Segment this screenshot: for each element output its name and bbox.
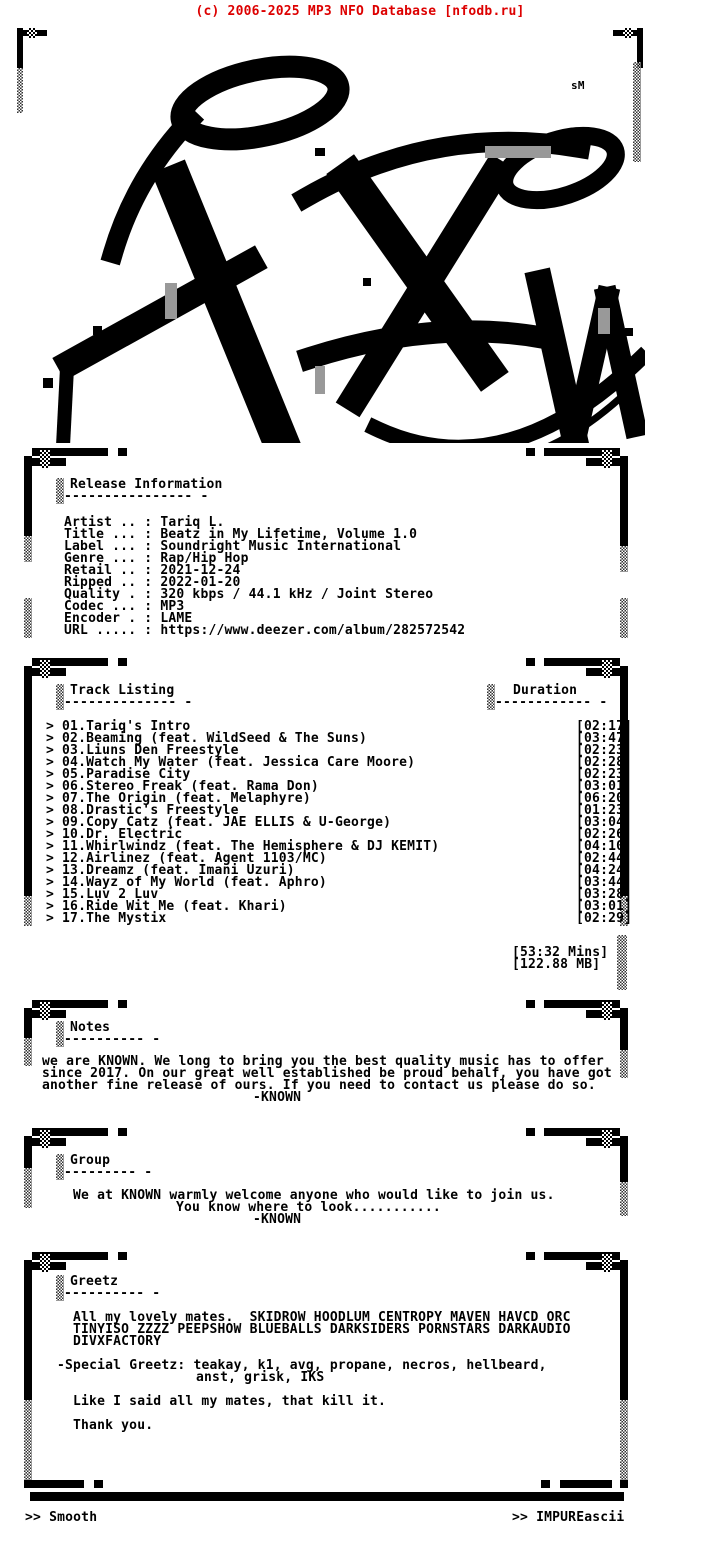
box-corner-square: [526, 448, 535, 456]
greetz-closing-line: Like I said all my mates, that kill it.: [73, 1394, 387, 1409]
box-left-border: [24, 1260, 32, 1400]
release-line-ripped: Ripped .. : 2022-01-20: [64, 575, 241, 590]
track-marker: >: [46, 743, 55, 758]
group-line: You know where to look...........: [176, 1200, 441, 1215]
track-marker: >: [46, 731, 55, 746]
box-corner-square: [526, 1252, 535, 1260]
logo-sm-tag: sM: [571, 79, 585, 92]
box-left-border-fade: [24, 1038, 32, 1066]
track-duration: [04:24]: [576, 863, 633, 878]
box-left-border: [24, 456, 32, 536]
footer-right-credit: >> IMPUREascii: [512, 1510, 625, 1525]
box-left-border-fade: [24, 536, 32, 562]
section-title-underline: ---------- -: [64, 1032, 161, 1047]
box-corner-square: [526, 658, 535, 666]
box-right-border-fade: [620, 546, 628, 572]
track-title: 16.Ride Wit Me (feat. Khari): [62, 899, 287, 914]
box-corner-square: [118, 1000, 127, 1008]
box-right-border-end: [620, 1480, 628, 1488]
section-title-dither: [56, 1154, 64, 1180]
track-duration: [06:20]: [576, 791, 633, 806]
release-info-box: [24, 448, 628, 648]
track-marker: >: [46, 755, 55, 770]
track-marker: >: [46, 827, 55, 842]
total-size: [122.88 MB]: [512, 957, 601, 972]
track-title: 01.Tariq's Intro: [62, 719, 191, 734]
track-title: 17.The Mystix: [62, 911, 167, 926]
track-listing-box: [24, 658, 633, 998]
box-corner-dither: [602, 1002, 612, 1020]
box-corner-square: [526, 1000, 535, 1008]
track-title: 07.The Origin (feat. Melaphyre): [62, 791, 311, 806]
track-duration: [03:01]: [576, 779, 633, 794]
box-right-border: [620, 1136, 628, 1182]
track-row: [46, 911, 633, 926]
track-title: 05.Paradise City: [62, 767, 191, 782]
section-title: Group: [70, 1153, 111, 1168]
footer-left-credit: >> Smooth: [25, 1510, 98, 1525]
track-duration: [04:10]: [576, 839, 633, 854]
track-marker: >: [46, 815, 55, 830]
notes-line: another fine release of ours. If you need to contact us please do so.: [42, 1078, 596, 1093]
special-greetz-line: -Special Greetz: teakay, k1, avg, propane, necros, hellbeard,: [57, 1358, 547, 1373]
box-bottom-corner-square: [94, 1480, 103, 1488]
section-title-dither: [56, 478, 64, 504]
track-duration: [03:28]: [576, 887, 633, 902]
box-bottom-bar: [30, 1492, 624, 1501]
track-title: 02.Beaming (feat. WildSeed & The Suns): [62, 731, 368, 746]
section-title: Notes: [70, 1020, 111, 1035]
box-corner-dither: [602, 1130, 612, 1148]
track-duration: [03:47]: [576, 731, 633, 746]
section-title-dither: [56, 1275, 64, 1301]
track-duration: [02:29]: [576, 911, 633, 926]
track-marker: >: [46, 899, 55, 914]
nfodb-copyright-header: (c) 2006-2025 MP3 NFO Database [nfodb.ru]: [195, 4, 525, 19]
box-corner-square: [118, 1252, 127, 1260]
track-title: 13.Dreamz (feat. Imani Uzuri): [62, 863, 295, 878]
track-marker: >: [46, 887, 55, 902]
box-right-border-fade: [620, 1050, 628, 1078]
box-bottom-corner-square: [541, 1480, 550, 1488]
track-marker: >: [46, 863, 55, 878]
section-title-underline: -------------- -: [64, 695, 193, 710]
box-right-border: [620, 1008, 628, 1050]
track-duration: [02:23]: [576, 767, 633, 782]
release-line-url[interactable]: URL ..... : https://www.deezer.com/album/282572542: [64, 623, 466, 638]
box-bottom-corner-bar: [32, 1480, 84, 1488]
section-title: Release Information: [70, 477, 223, 492]
greetz-thanks-line: Thank you.: [73, 1418, 154, 1433]
greetz-line: DIVXFACTORY: [73, 1334, 162, 1349]
box-corner-dither: [602, 660, 612, 678]
track-marker: >: [46, 779, 55, 794]
box-left-border-fade: [24, 896, 32, 926]
box-left-border: [24, 666, 32, 896]
track-title: 06.Stereo Freak (feat. Rama Don): [62, 779, 319, 794]
box-corner-dither: [602, 1254, 612, 1272]
track-marker: >: [46, 803, 55, 818]
box-corner-dither: [40, 660, 50, 678]
section-title-dither: [56, 1021, 64, 1047]
greetz-box: [24, 1252, 628, 1502]
greetz-line: TINYISO ZZZZ PEEPSHOW BLUEBALLS DARKSIDERS PORNSTARS DARKAUDIO: [73, 1322, 571, 1337]
track-marker: >: [46, 791, 55, 806]
box-left-border: [24, 1008, 32, 1038]
box-right-border: [620, 456, 628, 546]
duration-title-dither: [487, 684, 495, 710]
group-line: We at KNOWN warmly welcome anyone who would like to join us.: [73, 1188, 555, 1203]
box-left-border-fade: [24, 1168, 32, 1208]
box-left-border: [24, 1136, 32, 1168]
box-right-border-fade: [620, 1400, 628, 1480]
box-corner-square: [118, 658, 127, 666]
box-corner-dither: [40, 450, 50, 468]
section-title-underline: ---------- -: [64, 1286, 161, 1301]
notes-box: [24, 1000, 628, 1126]
track-marker: >: [46, 839, 55, 854]
track-marker: >: [46, 851, 55, 866]
known-graffiti-logo: [15, 28, 645, 443]
greetz-line: All my lovely mates. SKIDROW HOODLUM CENTROPY MAVEN HAVCD ORC: [73, 1310, 571, 1325]
track-title: 03.Liuns Den Freestyle: [62, 743, 239, 758]
box-corner-dither: [602, 450, 612, 468]
track-duration: [02:23]: [576, 743, 633, 758]
box-corner-dither: [40, 1254, 50, 1272]
logo-box: [15, 28, 645, 443]
notes-signature: -KNOWN: [253, 1090, 302, 1105]
notes-line: we are KNOWN. We long to bring you the best quality music has to offer: [42, 1054, 604, 1069]
total-time: [53:32 Mins]: [512, 945, 609, 960]
notes-line: since 2017. On our great well established be proud behalf, you have got: [42, 1066, 612, 1081]
box-corner-square: [526, 1128, 535, 1136]
track-title: 08.Drastic's Freestyle: [62, 803, 239, 818]
track-duration: [03:44]: [576, 875, 633, 890]
track-duration: [03:01]: [576, 899, 633, 914]
release-line-artist: Artist .. : Tariq L.: [64, 515, 225, 530]
track-duration: [02:28]: [576, 755, 633, 770]
release-line-label: Label ... : Soundright Music International: [64, 539, 402, 554]
section-title-underline: ---------------- -: [64, 489, 209, 504]
track-title: 12.Airlinez (feat. Agent 1103/MC): [62, 851, 327, 866]
box-corner-square: [118, 448, 127, 456]
box-corner-dither: [40, 1002, 50, 1020]
track-duration: [01:23]: [576, 803, 633, 818]
track-duration: [02:44]: [576, 851, 633, 866]
release-line-genre: Genre ... : Rap/Hip Hop: [64, 551, 249, 566]
box-right-border-dots: [617, 935, 627, 990]
track-title: 09.Copy Catz (feat. JAE ELLIS & U-George): [62, 815, 392, 830]
box-left-border-end: [24, 1480, 32, 1488]
release-line-title: Title ... : Beatz in My Lifetime, Volume 1.0: [64, 527, 418, 542]
release-line-retail: Retail .. : 2021-12-24: [64, 563, 241, 578]
duration-column-underline: ------------ -: [495, 695, 608, 710]
box-right-border-dots: [620, 598, 628, 638]
section-title-underline: --------- -: [64, 1165, 153, 1180]
track-duration: [02:17]: [576, 719, 633, 734]
track-marker: >: [46, 767, 55, 782]
duration-column-title: Duration: [513, 683, 578, 698]
section-title: Track Listing: [70, 683, 175, 698]
track-title: 15.Luv 2 Luv: [62, 887, 159, 902]
box-corner-dither: [40, 1130, 50, 1148]
group-signature: -KNOWN: [253, 1212, 302, 1227]
box-corner-square: [118, 1128, 127, 1136]
track-duration: [03:04]: [576, 815, 633, 830]
release-line-codec: Codec ... : MP3: [64, 599, 185, 614]
special-greetz-line: anst, grisk, IKS: [196, 1370, 325, 1385]
box-right-border: [620, 1260, 628, 1400]
release-line-encoder: Encoder . : LAME: [64, 611, 193, 626]
group-box: [24, 1128, 628, 1250]
box-right-border-fade: [620, 1182, 628, 1216]
section-title: Greetz: [70, 1274, 119, 1289]
box-left-border-fade: [24, 1400, 32, 1480]
box-bottom-corner-bar: [560, 1480, 612, 1488]
track-duration: [02:26]: [576, 827, 633, 842]
box-left-border-dots: [24, 598, 32, 638]
release-line-quality: Quality . : 320 kbps / 44.1 kHz / Joint Stereo: [64, 587, 434, 602]
section-title-dither: [56, 684, 64, 710]
track-marker: >: [46, 875, 55, 890]
track-title: 14.Wayz of My World (feat. Aphro): [62, 875, 327, 890]
track-title: 10.Dr. Electric: [62, 827, 183, 842]
track-title: 04.Watch My Water (feat. Jessica Care Moore): [62, 755, 416, 770]
track-title: 11.Whirlwindz (feat. The Hemisphere & DJ KEMIT): [62, 839, 440, 854]
track-marker: >: [46, 911, 55, 926]
track-marker: >: [46, 719, 55, 734]
